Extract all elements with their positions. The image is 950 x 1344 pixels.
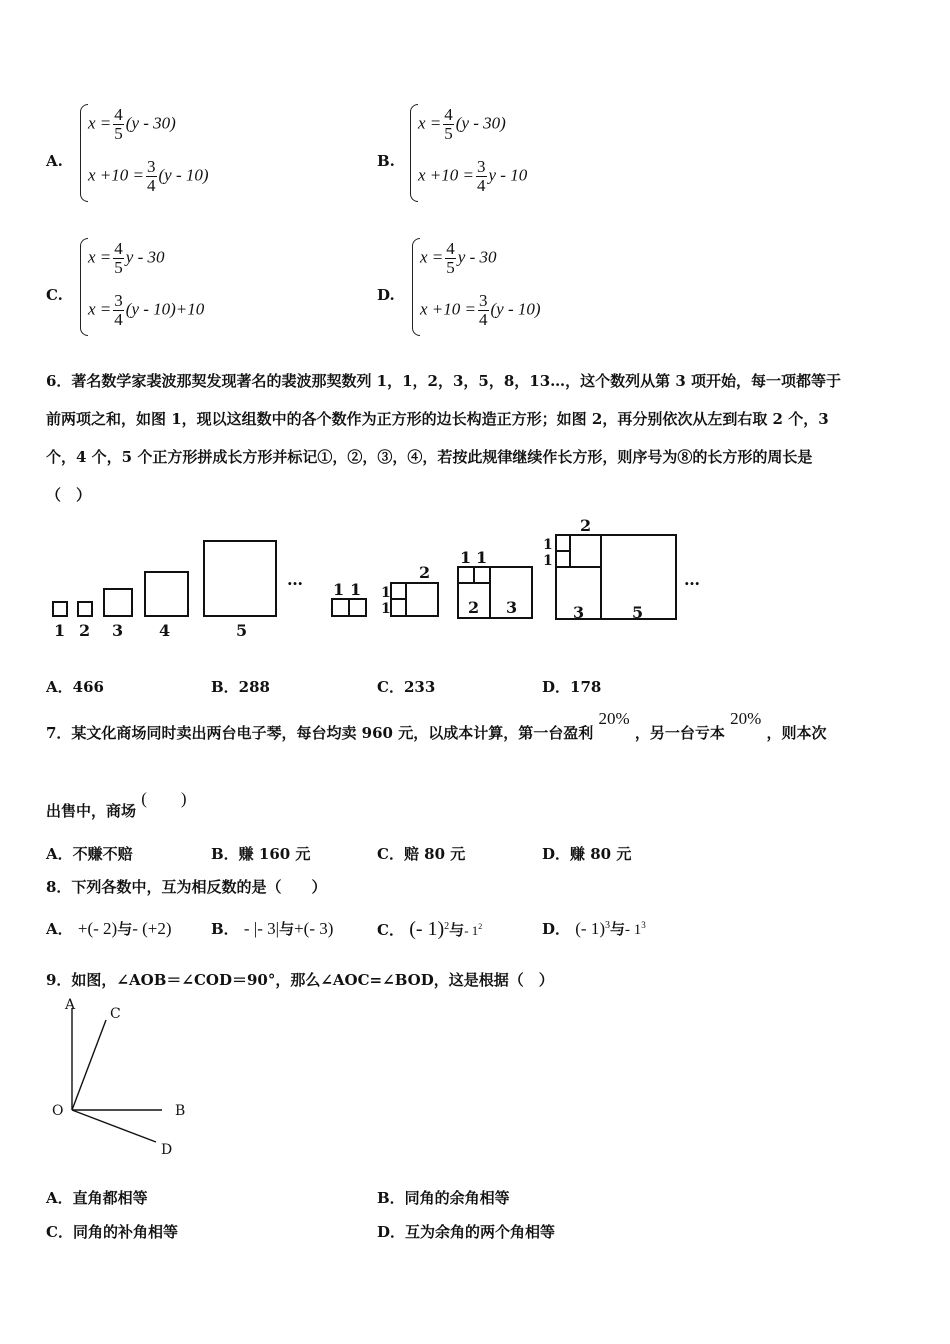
q8-option-c[interactable]	[377, 918, 482, 941]
fig2-r2-top: 2	[419, 563, 431, 582]
label-c: C	[110, 1006, 121, 1022]
q9-option-a[interactable]: A．直角都相等	[46, 1189, 148, 1207]
q6-option-c[interactable]: C．233	[377, 678, 436, 696]
fig2-ellipsis: …	[684, 570, 700, 589]
fig2-r4-bottom-a: 3	[573, 603, 585, 622]
q6-line3: 个，4 个，5 个正方形拼成长方形并标记①，②，③，④，若按此规律继续作长方形，则序号为⑧的长方形的周长是	[46, 448, 813, 466]
fig2-r2-left-a: 1	[381, 585, 391, 601]
q5-option-d-eq2: x +10 = $\frac{3}{4}$ (y - 10)	[420, 291, 541, 329]
fig2-r3-bottom-b: 3	[506, 598, 518, 617]
q8-d-expr2: - 1	[625, 922, 642, 938]
q8-option-d-label: D．	[542, 920, 571, 938]
q8-c-exp2: 2	[478, 922, 483, 931]
fig1-square-2	[78, 602, 92, 616]
q8-d-exp1: 3	[604, 920, 610, 931]
q5-option-d-label: D.	[377, 286, 395, 304]
q6-line1: 6．著名数学家裴波那契发现著名的裴波那契数列 1，1，2，3，5，8，13…，这个数列从第 3 项开始，每一项都等于	[46, 372, 842, 390]
fig2-r4-bottom-b: 5	[632, 603, 644, 622]
fig1-label-4: 4	[159, 621, 171, 640]
ray-oc	[72, 1020, 106, 1110]
fig2-r1-label-b: 1	[350, 580, 362, 599]
q5-option-c-eq2: x = $\frac{3}{4}$ (y - 10)+10	[88, 291, 205, 329]
q5-option-c-eq1: x = $\frac{4}{5}$ y - 30	[88, 239, 165, 277]
q7-option-a[interactable]: A．不赚不赔	[46, 845, 133, 863]
q5-option-b-eq2: x +10 = $\frac{3}{4}$ y - 10	[418, 157, 528, 195]
fig1-label-2: 2	[79, 621, 91, 640]
fig2-r4-left-a: 1	[543, 537, 553, 553]
fig1-ellipsis: …	[287, 570, 303, 589]
label-o: O	[52, 1103, 64, 1119]
q8-c-and: 与	[449, 921, 465, 939]
q9-option-c[interactable]: C．同角的补角相等	[46, 1223, 178, 1241]
q5-option-b-brace	[410, 104, 418, 202]
q8-option-b[interactable]	[211, 918, 333, 939]
q5-option-b-label: B.	[377, 152, 395, 170]
q8-a-expr2: - (+2)	[132, 919, 172, 938]
q5-option-d-brace	[412, 238, 420, 336]
q5-option-a-eq2: x +10 = $\frac{3}{4}$ (y - 10)	[88, 157, 209, 195]
fig2-r4-top: 2	[580, 516, 592, 535]
ray-od	[72, 1110, 156, 1142]
q5-option-c-label: C.	[46, 286, 63, 304]
q8-b-expr2: +(- 3)	[294, 919, 334, 938]
fig2-rect1-sq-b	[349, 599, 366, 616]
fig1-label-1: 1	[54, 621, 66, 640]
q5-option-a-label: A.	[46, 152, 63, 170]
q9-stem: 9．如图，∠AOB＝∠COD＝90°，那么∠AOC=∠BOD，这是根据（ ）	[46, 971, 554, 989]
q6-stem	[46, 362, 916, 514]
fig2-r4-left-b: 1	[543, 553, 553, 569]
q7-option-c[interactable]: C．赔 80 元	[377, 845, 466, 863]
q8-d-and: 与	[609, 920, 625, 938]
q7-text-d: 出售中，商场	[46, 802, 137, 820]
q5-option-a-brace	[80, 104, 88, 202]
q7-pct2: 20%	[730, 709, 762, 728]
q8-stem: 8．下列各数中，互为相反数的是（ ）	[46, 878, 327, 896]
q8-d-exp2: 3	[641, 920, 646, 930]
q7-option-d[interactable]: D．赚 80 元	[542, 845, 632, 863]
q8-option-d[interactable]	[542, 918, 646, 939]
q8-a-expr1: +(- 2)	[77, 919, 118, 938]
q6-option-d[interactable]: D．178	[542, 678, 602, 696]
q7-text-c: ，则本次	[766, 724, 827, 742]
q7-option-b[interactable]: B．赚 160 元	[211, 845, 311, 863]
q7-stem-line1	[46, 709, 827, 743]
q8-d-expr1: (- 1)	[575, 919, 605, 938]
q9-option-b[interactable]: B．同角的余角相等	[377, 1189, 510, 1207]
q9-angle-figure	[40, 992, 210, 1162]
q5-option-d-eq1: x = $\frac{4}{5}$ y - 30	[420, 239, 497, 277]
fig1-square-3	[104, 589, 132, 616]
q8-c-exp1: 2	[444, 921, 450, 932]
q6-line4: （ ）	[46, 486, 92, 504]
fig1-square-1	[53, 602, 67, 616]
q8-c-expr1: (- 1)	[409, 918, 445, 940]
q8-a-and: 与	[117, 920, 133, 938]
q5-option-c-brace	[80, 238, 88, 336]
fig2-r2-left-b: 1	[381, 601, 391, 617]
q8-option-c-label: C．	[377, 921, 404, 939]
q7-text-a: 7．某文化商场同时卖出两台电子琴，每台均卖 960 元，以成本计算，第一台盈利	[46, 724, 594, 742]
fig2-rect1-sq-a	[332, 599, 349, 616]
q7-text-b: ，另一台亏本	[634, 724, 725, 742]
fig2-r3-top-a: 1	[460, 548, 472, 567]
label-b: B	[175, 1103, 186, 1119]
fig1-label-3: 3	[112, 621, 124, 640]
q9-option-d[interactable]: D．互为余角的两个角相等	[377, 1223, 556, 1241]
q6-line2: 前两项之和，如图 1，现以这组数中的各个数作为正方形的边长构造正方形；如图 2，再分别依次从左到右取 2 个，3	[46, 410, 829, 428]
fig1-square-5	[204, 541, 276, 616]
fig2-r1-label-a: 1	[333, 580, 345, 599]
q6-option-b[interactable]: B．288	[211, 678, 270, 696]
q6-option-a[interactable]: A．466	[46, 678, 104, 696]
q7-paren: ( )	[141, 789, 187, 808]
q7-pct1: 20%	[598, 709, 630, 728]
q8-c-expr2: - 1	[464, 923, 479, 938]
label-a: A	[65, 997, 76, 1013]
q8-option-b-label: B．	[211, 920, 239, 938]
fig1-label-5: 5	[236, 621, 248, 640]
fig1-square-4	[145, 572, 188, 616]
q8-option-a-label: A．	[46, 920, 73, 938]
q5-option-b-eq1: x = $\frac{4}{5}$ (y - 30)	[418, 105, 506, 143]
q7-stem-line2	[46, 789, 187, 821]
fig2-r3-top-b: 1	[476, 548, 488, 567]
label-d: D	[161, 1142, 173, 1158]
q5-option-a-eq1: x = $\frac{4}{5}$ (y - 30)	[88, 105, 176, 143]
fig2-r3-bottom-a: 2	[468, 598, 480, 617]
q8-b-expr1: - |- 3|	[243, 919, 280, 938]
q8-option-a[interactable]	[46, 918, 172, 939]
q8-b-and: 与	[279, 920, 295, 938]
q6-figure	[0, 505, 950, 655]
